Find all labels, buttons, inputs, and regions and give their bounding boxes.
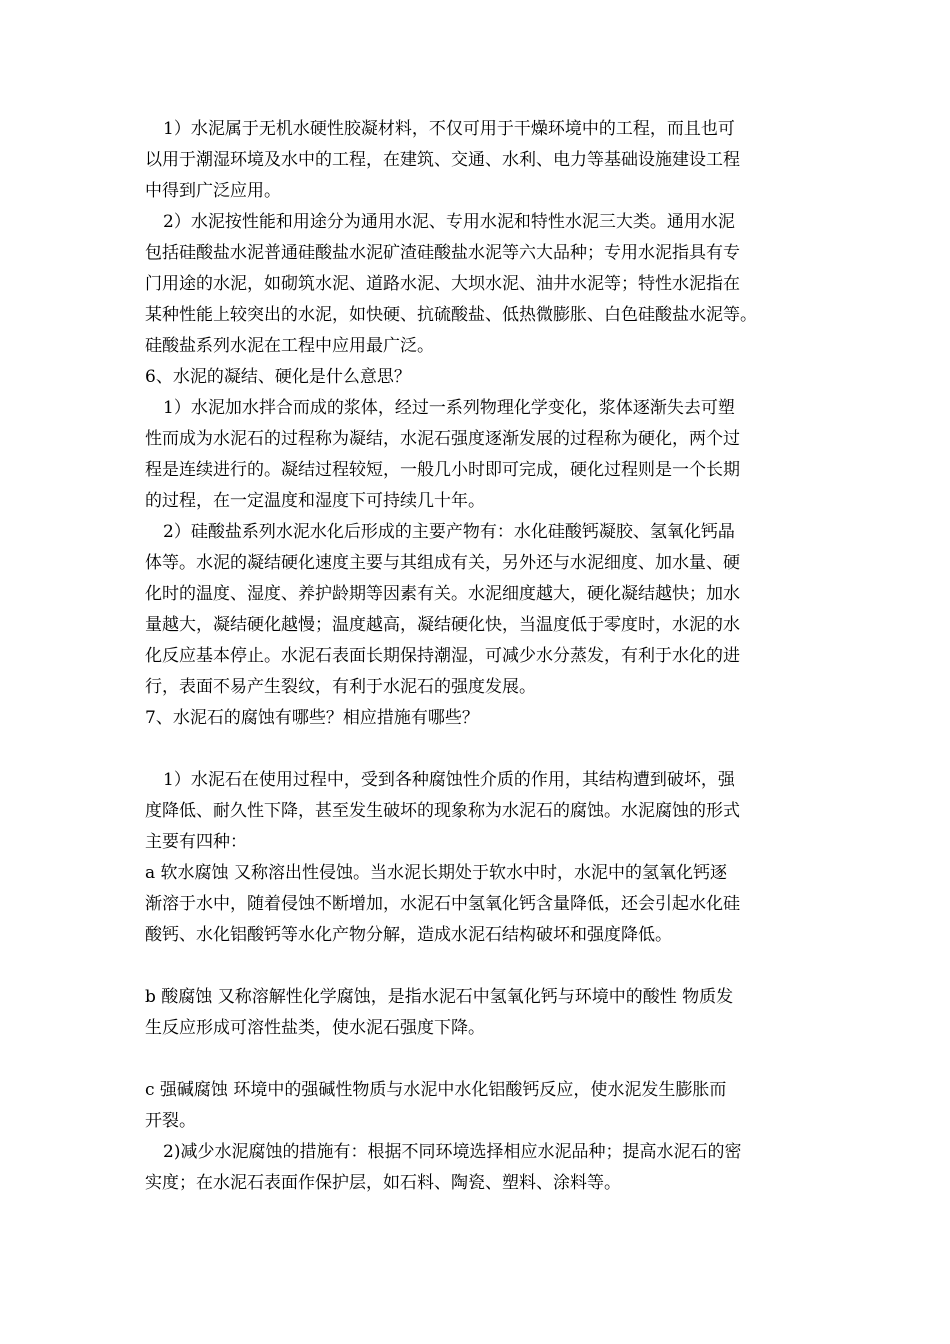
blank-line: [145, 734, 820, 765]
text-line: 生反应形成可溶性盐类，使水泥石强度下降。: [145, 1018, 485, 1038]
text-line: c 强碱腐蚀 环境中的强碱性物质与水泥中水化铝酸钙反应，使水泥发生膨胀而: [145, 1080, 727, 1100]
text-line: 渐溶于水中，随着侵蚀不断增加，水泥石中氢氧化钙含量降低，还会引起水化硅: [145, 894, 740, 914]
text-line: 门用途的水泥，如砌筑水泥、道路水泥、大坝水泥、油井水泥等；特性水泥指在: [145, 274, 740, 294]
text-line: 1）水泥石在使用过程中，受到各种腐蚀性介质的作用，其结构遭到破坏，强: [163, 770, 735, 790]
text-line: 化时的温度、湿度、养护龄期等因素有关。水泥细度越大，硬化凝结越快；加水: [145, 584, 740, 604]
section-heading: 7、水泥石的腐蚀有哪些？相应措施有哪些？: [145, 708, 479, 728]
text-line: 的过程，在一定温度和湿度下可持续几十年。: [145, 491, 485, 511]
text-line: 中得到广泛应用。: [145, 181, 281, 201]
text-line: 某种性能上较突出的水泥，如快硬、抗硫酸盐、低热微膨胀、白色硅酸盐水泥等。: [145, 305, 757, 325]
text-line: 1）水泥加水拌合而成的浆体，经过一系列物理化学变化，浆体逐渐失去可塑: [163, 398, 735, 418]
text-line: 程是连续进行的。凝结过程较短，一般几小时即可完成，硬化过程则是一个长期: [145, 460, 740, 480]
text-line: 以用于潮湿环境及水中的工程，在建筑、交通、水利、电力等基础设施建设工程: [145, 150, 740, 170]
text-line: 行，表面不易产生裂纹，有利于水泥石的强度发展。: [145, 677, 536, 697]
text-line: 硅酸盐系列水泥在工程中应用最广泛。: [145, 336, 434, 356]
blank-line: [145, 1044, 820, 1075]
text-line: 量越大，凝结硬化越慢；温度越高，凝结硬化快，当温度低于零度时，水泥的水: [145, 615, 740, 635]
text-line: 化反应基本停止。水泥石表面长期保持潮湿，可减少水分蒸发，有利于水化的进: [145, 646, 740, 666]
text-line: 度降低、耐久性下降，甚至发生破坏的现象称为水泥石的腐蚀。水泥腐蚀的形式: [145, 801, 740, 821]
text-line: 包括硅酸盐水泥普通硅酸盐水泥矿渣硅酸盐水泥等六大品种；专用水泥指具有专: [145, 243, 740, 263]
text-line: b 酸腐蚀 又称溶解性化学腐蚀，是指水泥石中氢氧化钙与环境中的酸性 物质发: [145, 987, 734, 1007]
text-line: 酸钙、水化铝酸钙等水化产物分解，造成水泥石结构破坏和强度降低。: [145, 925, 672, 945]
section-heading: 6、水泥的凝结、硬化是什么意思？: [145, 367, 411, 387]
text-line: 体等。水泥的凝结硬化速度主要与其组成有关，另外还与水泥细度、加水量、硬: [145, 553, 740, 573]
text-line: 主要有四种：: [145, 832, 247, 852]
text-line: 2）硅酸盐系列水泥水化后形成的主要产物有：水化硅酸钙凝胶、氢氧化钙晶: [163, 522, 735, 542]
text-line: a 软水腐蚀 又称溶出性侵蚀。当水泥长期处于软水中时，水泥中的氢氧化钙逐: [145, 863, 727, 883]
blank-line: [145, 951, 820, 982]
text-line: 2）水泥按性能和用途分为通用水泥、专用水泥和特性水泥三大类。通用水泥: [163, 212, 735, 232]
text-line: 1）水泥属于无机水硬性胶凝材料，不仅可用于干燥环境中的工程，而且也可: [163, 119, 735, 139]
text-line: 开裂。: [145, 1111, 196, 1131]
text-line: 性而成为水泥石的过程称为凝结，水泥石强度逐渐发展的过程称为硬化，两个过: [145, 429, 740, 449]
document-body: [145, 114, 820, 1199]
text-line: 2)减少水泥腐蚀的措施有：根据不同环境选择相应水泥品种；提高水泥石的密: [163, 1142, 742, 1162]
text-line: 实度；在水泥石表面作保护层，如石料、陶瓷、塑料、涂料等。: [145, 1173, 621, 1193]
